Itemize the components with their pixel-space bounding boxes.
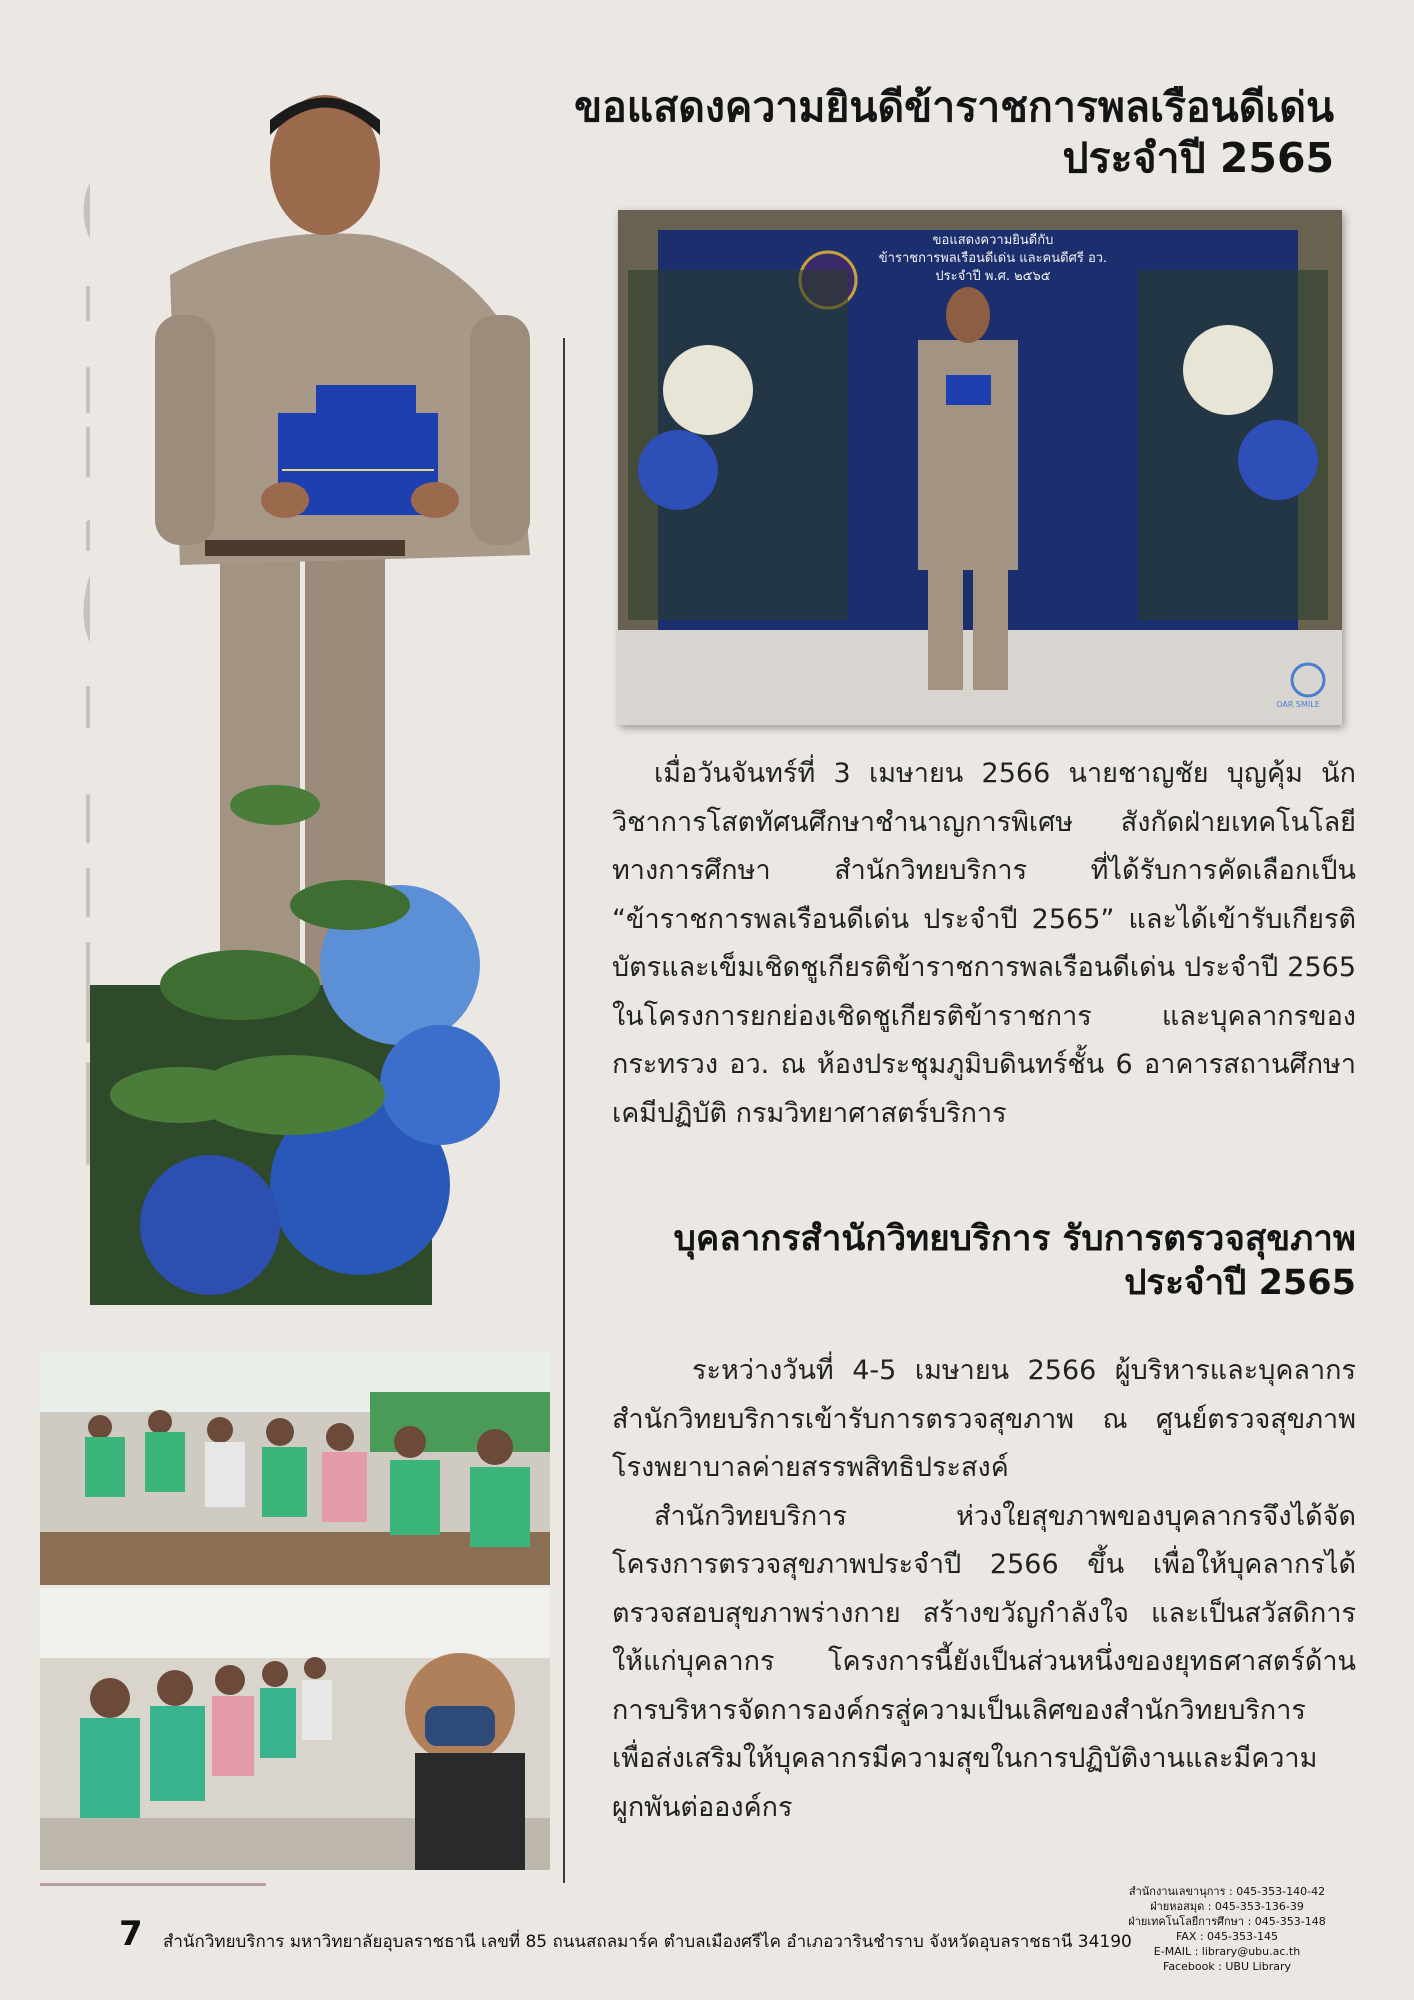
article2-paragraph2: สำนักวิทยบริการ ห่วงใยสุขภาพของบุคลากรจึงได้จัดโครงการตรวจสุขภาพประจำปี 2566 ขึ้น เพื่อให้บุคลากรได้ตรวจสอบสุขภาพร่างกาย สร้างขวัญกำลังใจ และเป็นสวัสดิการให้แก่บุคลากร โครงการนี้ยังเป็นส่วนหนึ่งของยุทธศาสตร์ด้านการบริหารจัดการองค์กรสู่ความเป็นเลิศของสำนักวิทยบริการ เพื่อส่งเสริมให้บุคลากรมีความสุขในการปฏิบัติงานและมีความผูกพันต่อองค์กร bbox=[612, 1500, 1356, 1823]
contact-line: สำนักงานเลขานุการ : 045-353-140-42 bbox=[1128, 1885, 1326, 1898]
health-check-photo-1 bbox=[40, 1352, 550, 1585]
contact-line: ฝ่ายเทคโนโลยีการศึกษา : 045-353-148 bbox=[1128, 1915, 1326, 1928]
article2-paragraph1: ระหว่างวันที่ 4-5 เมษายน 2566 ผู้บริหารและบุคลากรสำนักวิทยบริการเข้ารับการตรวจสุขภาพ ณ ศูนย์ตรวจสุขภาพ โรงพยาบาลค่ายสรรพสิทธิประสงค์ bbox=[612, 1355, 1356, 1483]
page-number: 7 bbox=[119, 1914, 143, 1954]
article1-title bbox=[574, 82, 1334, 185]
contact-line: ฝ่ายหอสมุด : 045-353-136-39 bbox=[1150, 1900, 1304, 1913]
article2-title bbox=[674, 1218, 1356, 1306]
banner-text bbox=[858, 232, 1128, 286]
officer-portrait-photo bbox=[90, 85, 545, 1305]
article2-title-line2: ประจำปี 2565 bbox=[1124, 1262, 1356, 1303]
article2-title-line1: บุคลากรสำนักวิทยบริการ รับการตรวจสุขภาพ bbox=[673, 1219, 1356, 1259]
contact-line: Facebook : UBU Library bbox=[1163, 1960, 1291, 1973]
banner-line1: ขอแสดงความยินดีกับ bbox=[932, 233, 1054, 248]
oar-smile-logo: OAR SMILE bbox=[1276, 700, 1320, 709]
article2-body bbox=[612, 1347, 1356, 1832]
contact-line: FAX : 045-353-145 bbox=[1175, 1930, 1278, 1943]
vertical-divider bbox=[563, 338, 565, 1883]
banner-line3: ประจำปี พ.ศ. ๒๕๖๕ bbox=[935, 269, 1051, 284]
article1-paragraph: เมื่อวันจันทร์ที่ 3 เมษายน 2566 นายชาญชัย บุญคุ้ม นักวิชาการโสตทัศนศึกษาชำนาญการพิเศษ สังกัดฝ่ายเทคโนโลยีทางการศึกษา สำนักวิทยบริการ ที่ได้รับการคัดเลือกเป็น “ข้าราชการพลเรือนดีเด่น ประจำปี 2565” และได้เข้ารับเกียรติบัตรและเข็มเชิดชูเกียรติข้าราชการพลเรือนดีเด่น ประจำปี 2565 ในโครงการยกย่องเชิดชูเกียรติข้าราชการ และบุคลากรของกระทรวง อว. ณ ห้องประชุมภูมิบดินทร์ชั้น 6 อาคารสถานศึกษาเคมีปฏิบัติ กรมวิทยาศาสตร์บริการ bbox=[612, 758, 1356, 1129]
article1-body bbox=[612, 750, 1356, 1138]
contact-info bbox=[1110, 1884, 1344, 1974]
banner-line2: ข้าราชการพลเรือนดีเด่น และคนดีศรี อว. bbox=[878, 251, 1108, 266]
article1-title-line1: ขอแสดงความยินดีข้าราชการพลเรือนดีเด่น bbox=[574, 83, 1334, 131]
health-check-photo-2 bbox=[40, 1588, 550, 1870]
article1-title-line2: ประจำปี 2565 bbox=[1062, 134, 1334, 183]
footer-address: สำนักวิทยบริการ มหาวิทยาลัยอุบลราชธานี เลขที่ 85 ถนนสถลมาร์ค ตำบลเมืองศรีไค อำเภอวารินชำราบ จังหวัดอุบลราชธานี 34190 bbox=[163, 1932, 1132, 1952]
contact-line: E-MAIL : library@ubu.ac.th bbox=[1153, 1945, 1301, 1958]
footer-divider bbox=[40, 1883, 266, 1886]
ceremony-photo bbox=[618, 210, 1342, 725]
